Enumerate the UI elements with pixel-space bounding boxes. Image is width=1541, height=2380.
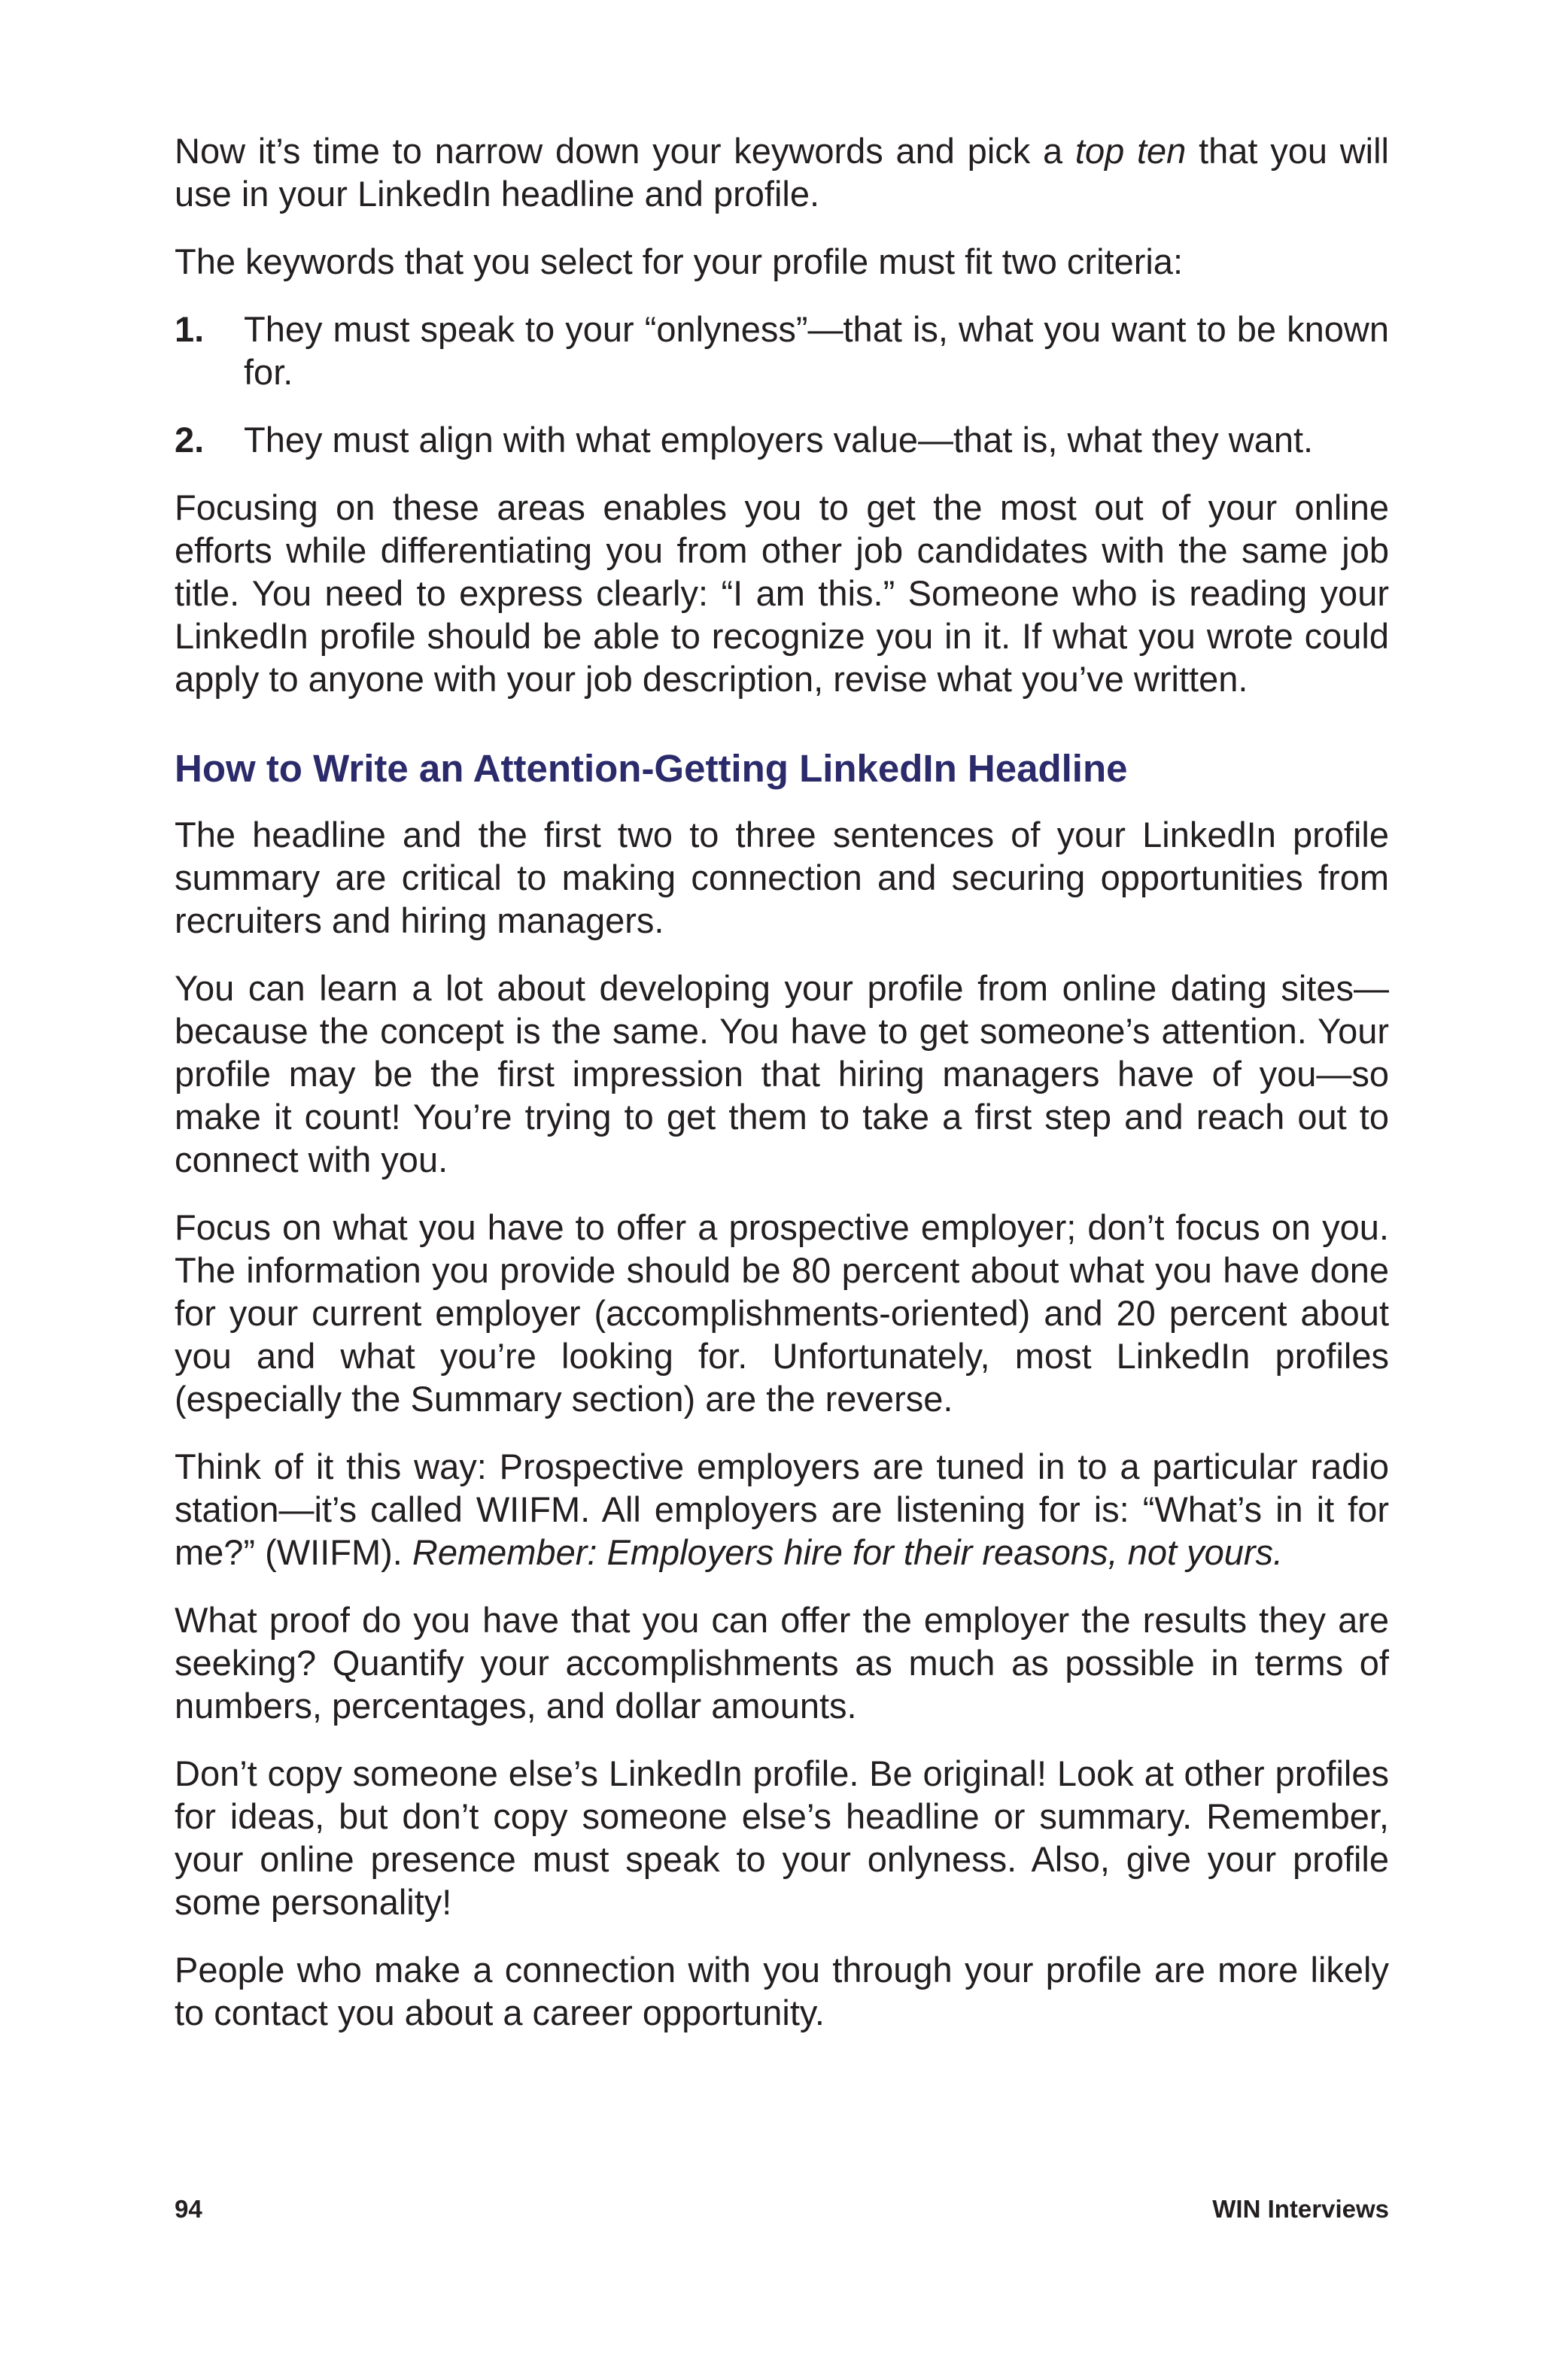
page-footer	[175, 2195, 1389, 2224]
wiifm-text: Think of it this way: Prospective employers are tuned in to a particular radio station—it’s called WIIFM. All employers are listening for is: “What’s in it for me?” (WIIFM).	[175, 1447, 1389, 1572]
wiifm-emphasis: Remember: Employers hire for their reasons, not yours.	[412, 1532, 1284, 1572]
intro-text-end: that you will use in your LinkedIn headline and profile.	[175, 131, 1390, 214]
intro-text-start: Now it’s time to narrow down your keywords and pick a	[175, 131, 1075, 171]
criteria-item-2	[175, 418, 1389, 461]
criteria-number: 1.	[175, 309, 205, 349]
headline-paragraph-4	[175, 1445, 1389, 1574]
intro-emphasis: top ten	[1074, 131, 1187, 171]
headline-paragraph-6: Don’t copy someone else’s LinkedIn profile. Be original! Look at other profiles for ideas, but don’t copy someone else’s headline or summary. Remember, your online presence must speak to your onlyness. Also, give your profile some personality!	[175, 1753, 1389, 1922]
focus-paragraph: Focusing on these areas enables you to get the most out of your online efforts while differentiating you from other job candidates with the same job title. You need to express clearly: “I am this.” Someone who is reading your LinkedIn profile should be able to recognize you in it. If what you wrote could apply to anyone with your job description, revise what you’ve written.	[175, 487, 1389, 699]
headline-paragraph-2: You can learn a lot about developing your profile from online dating sites—because the concept is the same. You have to get someone’s attention. Your profile may be the first impression that hiring managers have of you—so make it count! You’re trying to get them to take a first step and reach out to connect with you.	[175, 968, 1389, 1179]
page-number: 94	[175, 2195, 202, 2223]
headline-paragraph-1: The headline and the first two to three sentences of your LinkedIn profile summary are critical to making connection and securing opportunities from recruiters and hiring managers.	[175, 815, 1389, 940]
page-body	[175, 129, 1389, 2034]
criteria-item-1	[175, 308, 1389, 393]
intro-paragraph	[175, 129, 1389, 215]
headline-paragraph-7: People who make a connection with you through your profile are more likely to contact you about a career opportunity.	[175, 1950, 1389, 2032]
criteria-intro-paragraph: The keywords that you select for your profile must fit two criteria:	[175, 241, 1184, 281]
criteria-text: They must align with what employers value—that is, what they want.	[244, 420, 1314, 460]
criteria-text: They must speak to your “onlyness”—that is, what you want to be known for.	[244, 309, 1389, 392]
headline-paragraph-5: What proof do you have that you can offer the employer the results they are seeking? Quantify your accomplishments as much as possible in terms of numbers, percentages, and dollar amounts.	[175, 1600, 1389, 1726]
criteria-number: 2.	[175, 420, 205, 460]
book-title: WIN Interviews	[1212, 2195, 1389, 2223]
section-heading: How to Write an Attention-Getting LinkedIn Headline	[175, 747, 1128, 790]
headline-paragraph-3: Focus on what you have to offer a prospective employer; don’t focus on you. The information you provide should be 80 percent about what you have done for your current employer (accomplishments-oriented) and 20 percent about you and what you’re looking for. Unfortunately, most LinkedIn profiles (especially the Summary section) are the reverse.	[175, 1207, 1389, 1419]
